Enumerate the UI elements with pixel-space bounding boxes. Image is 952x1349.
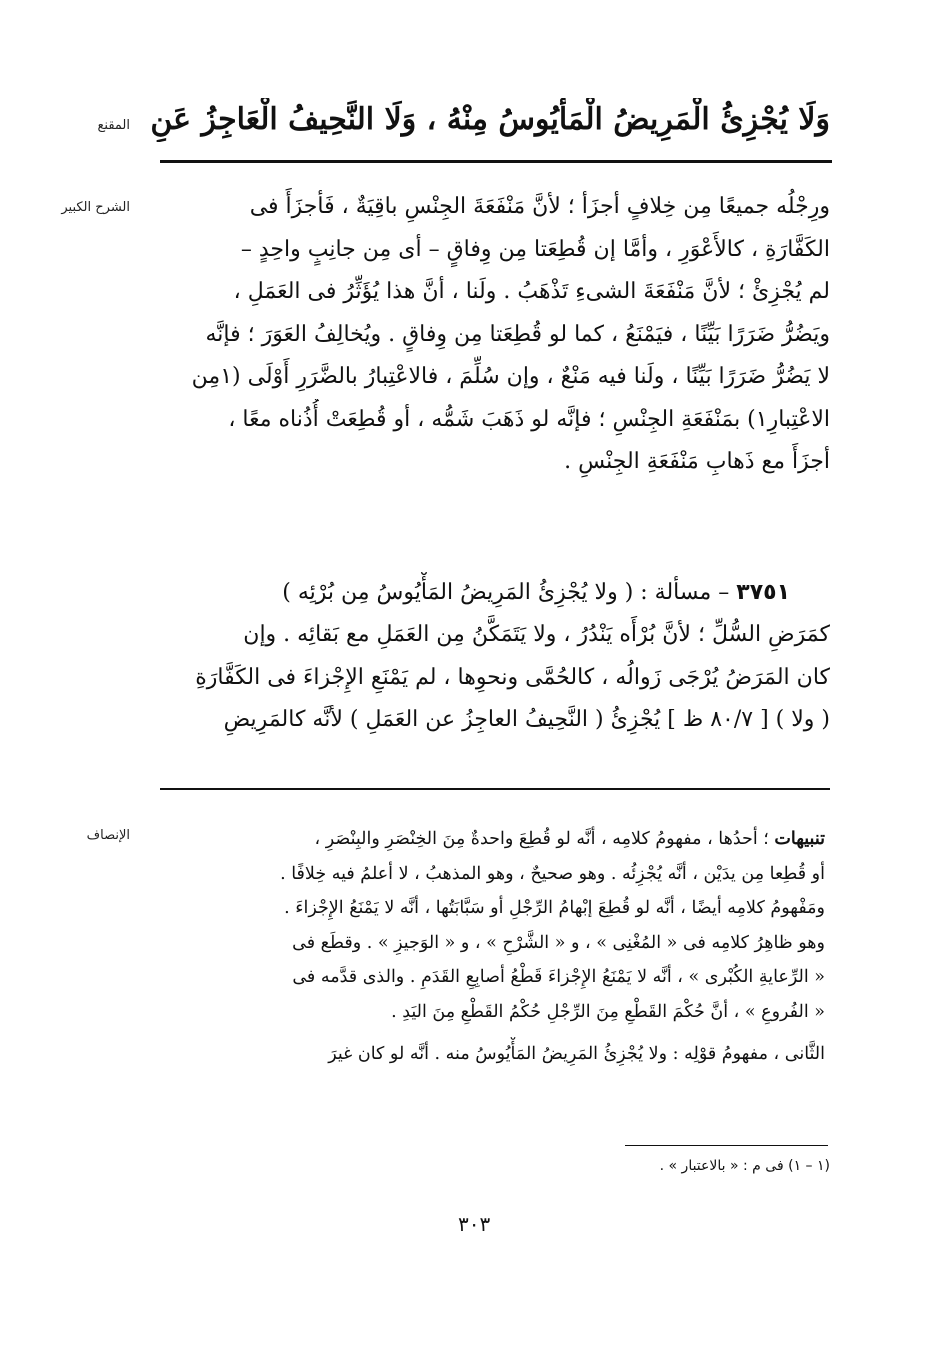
sharh-paragraph-1 xyxy=(155,186,830,484)
sharh-line: ورِجْلُه جميعًا مِن خِلافٍ أجزَأ ؛ لأنَّ مَنْفَعَةَ الجِنْسِ باقِيَةٌ ، فَأجزَأَ فى xyxy=(249,194,830,219)
muqni-divider xyxy=(160,160,832,163)
insaf-line: « الفُروعِ » ، أنَّ حُكْمَ القَطْعِ مِنَ الرِّجْلِ حُكْمُ القَطْعِ مِنَ اليَدِ . xyxy=(391,1001,825,1022)
insaf-line: الثَّانى ، مفهومُ قوْلِه : ولا يُجْزِئُ المَرِيضُ المَأْيُوسُ منه . أنَّه لو كان غيرَ xyxy=(328,1044,825,1064)
sharh-line: أجزَأَ مع ذَهابِ مَنْفَعَةِ الجِنْسِ . xyxy=(564,449,830,474)
tanbihat-heading: تنبيهات xyxy=(774,829,825,849)
sharh-line: الاعْتِبارِ١) بمَنْفَعَةِ الجِنْسِ ؛ فإنَّه لو ذَهَبَ شَمُّه ، أو قُطِعَتْ أُذُناه معًا ، xyxy=(228,406,830,432)
muqni-label: المقنع xyxy=(97,118,130,133)
insaf-first-line-text: ؛ أحدُها ، مفهومُ كلامِه ، أنَّه لو قُطِعَ واحدةٌ مِنَ الخِنْصَرِ والبِنْصَرِ ، xyxy=(314,829,775,849)
insaf-label: الإنصاف xyxy=(86,828,130,843)
sharh-line: كمَرَضِ السُّلِّ ؛ لأنَّ بُرْأَه يَنْدُرُ ، ولا يَتَمَكَّنُ مِن العَمَلِ مع بَقائِه . وإن xyxy=(243,622,830,647)
sharh-paragraph-2-body xyxy=(155,614,830,742)
sharh-line: الكَفَّارَةِ ، كالأَعْوَرِ ، وأمَّا إن قُطِعَتا مِن وِفاقٍ – أى مِن جانِبٍ واحِدٍ – xyxy=(240,236,830,262)
insaf-line xyxy=(155,822,825,857)
insaf-line: وهو ظاهِرُ كلامِه فى « المُغْنِى » ، و « الشَّرْحِ » ، و « الوَجيزِ » . وقطَع فى xyxy=(292,932,825,953)
masala-heading-text: – مسألة : ( ولا يُجْزِئُ المَرِيضُ المَأْيُوسُ مِن بُرْئِه ) xyxy=(282,580,737,605)
sharh-line: لم يُجْزِئْ ؛ لأنَّ مَنْفَعَةَ الشىءِ تَذْهَبُ . ولَنا ، أنَّ هذا يُؤَثِّرُ فى العَمَلِ ، xyxy=(233,279,830,304)
page-number: ٣٠٣ xyxy=(458,1212,491,1236)
insaf-text xyxy=(155,822,825,1072)
muqni-line: وَلَا يُجْزِئُ الْمَرِيضُ الْمَأْيُوسُ مِنْهُ ، وَلَا النَّحِيفُ الْعَاجِزُ عَنِ xyxy=(150,102,830,137)
masala-number: ٣٧٥١ xyxy=(736,580,790,605)
sharh-divider xyxy=(160,788,830,790)
sharh-line: ( ولا ) [ ٨٠/٧ ظ ] يُجْزِئُ ( النَّحِيفُ العاجِزُ عن العَمَلِ ) لأنَّه كالمَرِيضِ xyxy=(223,707,830,732)
insaf-line: ومَفْهومُ كلامِه أيضًا ، أنَّه لو قُطِعَ إبْهامُ الرِّجْلِ أو سَبَّابَتُها ، أنَّه لا يَمْنَعُ الإِجْزاءَ . xyxy=(284,898,825,918)
masala-heading xyxy=(155,572,790,615)
sharh-line: لا يَضُرُّ ضَرَرًا بَيِّنًا ، ولَنا فيه مَنْعٌ ، وإن سُلِّمَ ، فالاعْتِبارُ بالضَّرَرِ أَوْلَى (١مِن xyxy=(191,364,830,389)
footnote-divider xyxy=(625,1145,828,1146)
muqni-text xyxy=(150,98,830,142)
sharh-paragraph-2 xyxy=(155,572,790,615)
insaf-line: « الرِّعايةِ الكُبْرى » ، أنَّه لا يَمْنَعُ الإِجْزاءَ قَطْعُ أصابِعِ القَدَمِ . والذى قدَّمه فى xyxy=(292,967,825,987)
insaf-line: أو قُطِعا مِن يدَيْن ، أنَّه يُجْزِئُه . وهو صحيحٌ ، وهو المذهبُ ، لا أعلمُ فيه خِلافًا . xyxy=(280,863,825,884)
sharh-line: كان المَرَضُ يُرْجَى زَوالُه ، كالحُمَّى ونحوِها ، لم يَمْنَعِ الإِجْزاءَ فى الكَفَّارَةِ xyxy=(195,664,830,690)
sharh-line: ويَضُرُّ ضَرَرًا بَيِّنًا ، فيَمْنَعُ ، كما لو قُطِعَتا مِن وِفاقٍ . ويُخالِفُ العَوَرَ ؛ فإنَّه xyxy=(205,321,830,347)
sharh-label: الشرح الكبير xyxy=(61,200,130,215)
footnote: (١ – ١) فى م : « بالاعتبار » . xyxy=(659,1158,830,1174)
